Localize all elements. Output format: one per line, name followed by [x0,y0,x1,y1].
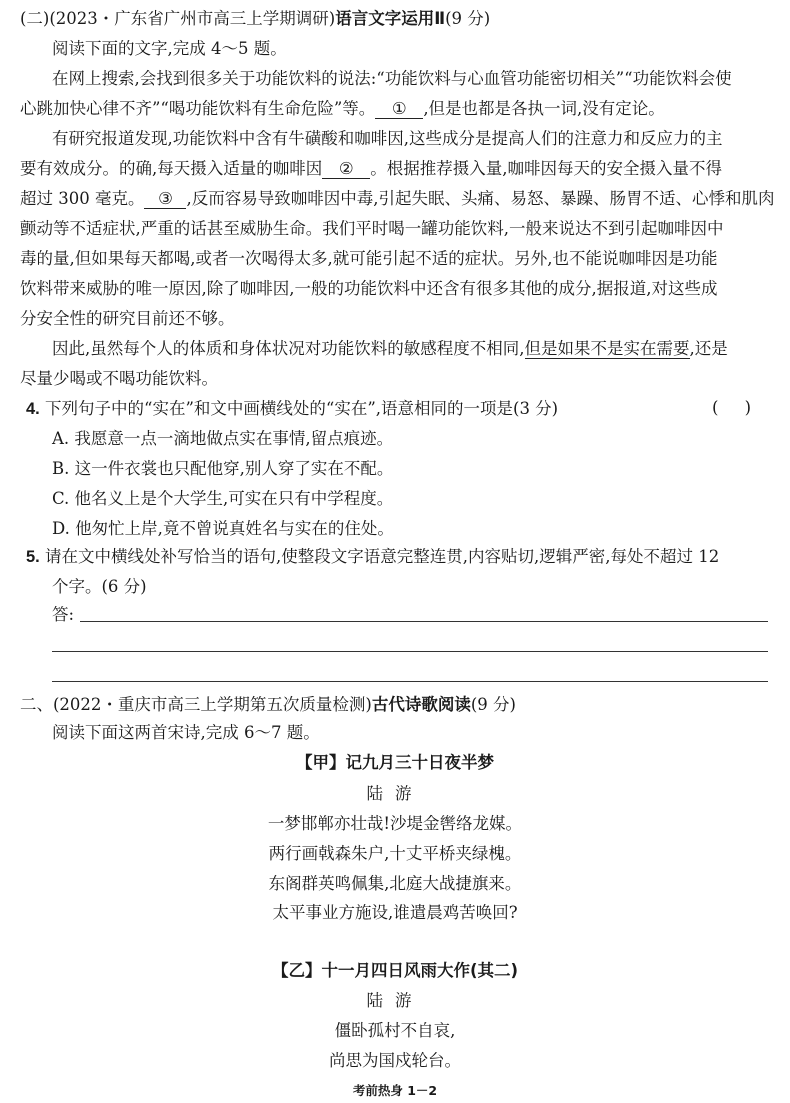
blank-2: ② [322,160,370,179]
answer-parentheses: ( ) [712,398,752,417]
poem1-line: 东阁群英鸣佩集,北庭大战捷旗来。 [268,874,522,893]
answer-line-3[interactable] [52,681,768,682]
passage-p3-line1 [52,338,728,360]
blank-1: ① [375,100,423,119]
passage-p2-line7: 分安全性的研究目前还不够。 [20,309,235,328]
poem2-author: 陆游 [366,991,424,1010]
poem1-title: 【甲】记九月三十日夜半梦 [296,753,494,772]
section2-header-prefix: 二、(2022・重庆市高三上学期第五次质量检测) [20,695,372,714]
passage-p3-line2: 尽量少喝或不喝功能饮料。 [20,369,218,388]
poem1-line: 太平事业方施设,谁遣晨鸡苦唤回? [272,903,518,922]
passage-text: 心跳加快心律不齐”“喝功能饮料有生命危险”等。 [20,99,376,118]
passage-text: 要有效成分。的确,每天摄入适量的咖啡因 [20,159,323,178]
question-5-text: 请在文中横线处补写恰当的语句,使整段文字语意完整连贯,内容贴切,逻辑严密,每处不超过 12 [45,547,720,566]
option-d: D. 他匆忙上岸,竟不曾说真姓名与实在的住处。 [52,519,394,538]
poem1-line: 两行画戟森朱户,十丈平桥夹绿槐。 [268,844,522,863]
passage-p2-line2 [20,158,722,180]
passage-text: ,反而容易导致咖啡因中毒,引起失眠、头痛、易怒、暴躁、肠胃不适、心悸和肌肉 [186,189,775,208]
passage-p2-line4: 颤动等不适症状,严重的话甚至威胁生命。我们平时喝一罐功能饮料,一般来说达不到引起咖啡因中 [20,219,724,238]
section2-header [20,694,516,716]
section1-header-score: (9 分) [445,9,491,28]
question-4-stem [26,398,558,420]
question-5-stem [26,546,719,568]
section1-header [20,8,490,30]
page-footer: 考前热身 1－2 [352,1083,438,1098]
poem2-title: 【乙】十一月四日风雨大作(其二) [271,961,519,980]
question-4-text: 下列句子中的“实在”和文中画横线处的“实在”,语意相同的一项是(3 分) [45,399,559,418]
poem1-line: 一梦邯郸亦壮哉!沙堤金辔络龙媒。 [267,814,523,833]
section2-header-score: (9 分) [470,695,516,714]
poem2-line: 尚思为国戍轮台。 [329,1051,461,1070]
passage-p2-line6: 饮料带来威胁的唯一原因,除了咖啡因,一般的功能饮料中还含有很多其他的成分,据报道,对这些成 [20,279,718,298]
answer-line-2[interactable] [52,651,768,652]
option-c: C. 他名义上是个大学生,可实在只有中学程度。 [52,489,394,508]
option-a: A. 我愿意一点一滴地做点实在事情,留点痕迹。 [52,429,394,448]
passage-p1-line1: 在网上搜索,会找到很多关于功能饮料的说法:“功能饮料与心血管功能密切相关”“功能饮料会使 [52,69,732,88]
passage-p2-line3 [20,188,774,210]
question-5-stem-line2: 个字。(6 分) [52,577,147,596]
passage-text: 。根据推荐摄入量,咖啡因每天的安全摄入量不得 [370,159,722,178]
section2-header-title: 古代诗歌阅读 [371,695,471,714]
section2-instruction: 阅读下面这两首宋诗,完成 6～7 题。 [52,723,320,742]
answer-line-1[interactable] [80,621,768,622]
underlined-phrase: 但是如果不是实在需要 [524,339,690,358]
passage-text: ,还是 [689,339,728,358]
poem2-line: 僵卧孤村不自哀, [334,1021,456,1040]
blank-3: ③ [144,190,186,209]
poem1-author: 陆游 [366,784,424,803]
passage-p2-line5: 毒的量,但如果每天都喝,或者一次喝得太多,就可能引起不适的症状。另外,也不能说咖啡因是功能 [20,249,718,268]
section1-header-prefix: (二)(2023・广东省广州市高三上学期调研) [20,9,336,28]
section1-header-title: 语言文字运用Ⅱ [335,9,446,28]
passage-p1-line2 [20,98,665,120]
answer-label: 答: [52,605,75,624]
passage-p2-line1: 有研究报道发现,功能饮料中含有牛磺酸和咖啡因,这些成分是提高人们的注意力和反应力的主 [52,129,723,148]
passage-text: ,但是也都是各执一词,没有定论。 [423,99,665,118]
passage-text: 因此,虽然每个人的体质和身体状况对功能饮料的敏感程度不相同, [52,339,525,358]
option-b: B. 这一件衣裳也只配他穿,别人穿了实在不配。 [52,459,394,478]
question-4-number: 4. [26,400,40,418]
question-5-number: 5. [26,548,40,566]
passage-text: 超过 300 毫克。 [20,189,145,208]
section1-instruction: 阅读下面的文字,完成 4～5 题。 [52,39,287,58]
